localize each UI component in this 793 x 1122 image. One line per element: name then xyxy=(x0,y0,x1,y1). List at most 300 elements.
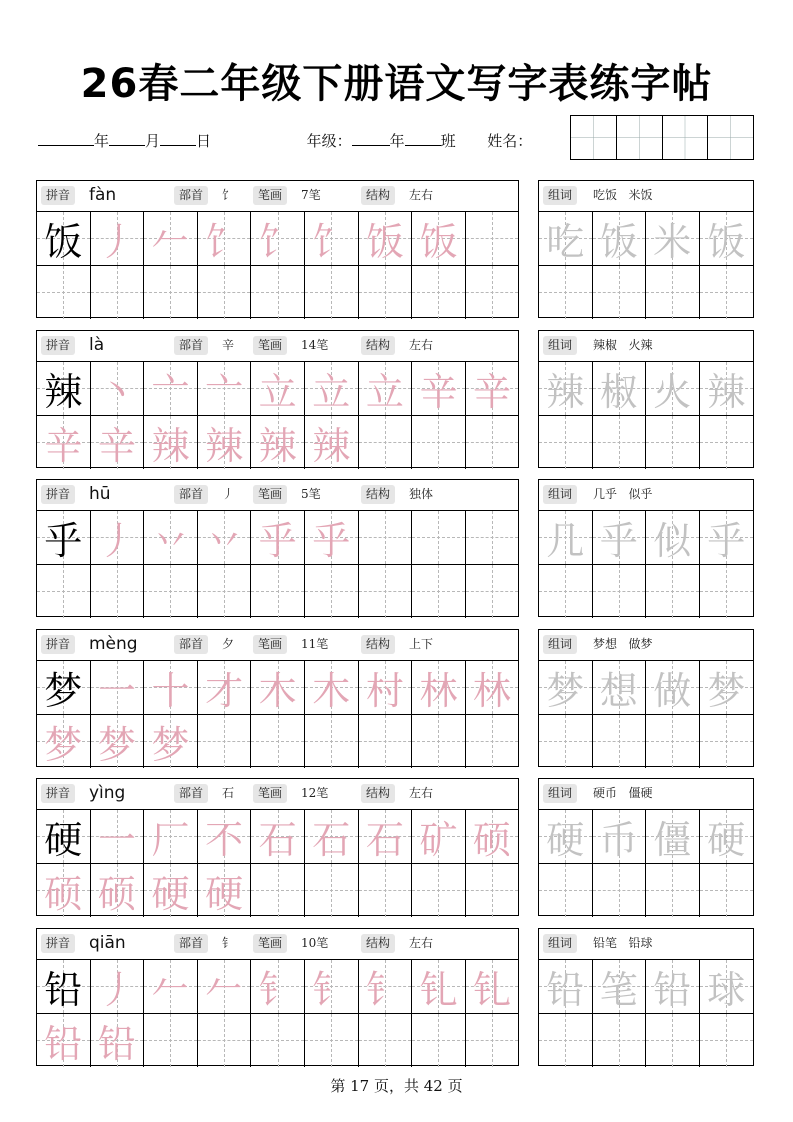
writing-cell[interactable] xyxy=(305,864,359,918)
writing-cell[interactable] xyxy=(305,266,359,320)
writing-cell[interactable] xyxy=(593,810,647,864)
pinyin-tag: 拼音 xyxy=(41,635,75,654)
writing-cell[interactable] xyxy=(466,1014,518,1068)
stroke-step-character xyxy=(251,212,304,265)
stroke-step-glyph: 一 xyxy=(97,668,136,713)
writing-cell[interactable] xyxy=(539,864,593,918)
trace-character: 僵 xyxy=(653,817,692,862)
pinyin-tag: 拼音 xyxy=(41,186,75,205)
writing-cell[interactable] xyxy=(91,511,145,565)
stroke-step-glyph: 辛 xyxy=(472,369,511,414)
writing-cell[interactable] xyxy=(412,212,466,266)
writing-cell[interactable] xyxy=(466,511,518,565)
stroke-step-glyph: 林 xyxy=(472,668,511,713)
stroke-step-character xyxy=(198,810,251,863)
writing-cell[interactable] xyxy=(359,810,413,864)
writing-cell[interactable] xyxy=(37,715,91,769)
stroke-step-glyph: 立 xyxy=(365,369,404,414)
writing-cell[interactable] xyxy=(305,960,359,1014)
writing-cell[interactable] xyxy=(251,661,305,715)
stroke-step-character xyxy=(91,960,144,1013)
character-info-header xyxy=(37,630,518,661)
writing-cell[interactable] xyxy=(359,416,413,470)
structure-value: 上下 xyxy=(409,637,434,651)
stroke-step-character xyxy=(91,810,144,863)
pinyin-value: qiān xyxy=(89,933,126,953)
writing-cell[interactable] xyxy=(700,960,754,1014)
strokes-tag: 笔画 xyxy=(253,635,287,654)
stroke-step-glyph: 饭 xyxy=(419,219,458,264)
writing-cell[interactable] xyxy=(37,864,91,918)
writing-cell[interactable] xyxy=(593,960,647,1014)
stroke-step-character xyxy=(144,661,197,714)
writing-cell[interactable] xyxy=(646,1014,700,1068)
stroke-step-glyph: 木 xyxy=(258,668,297,713)
writing-cell[interactable] xyxy=(646,511,700,565)
trace-character: 乎 xyxy=(599,518,638,563)
writing-cell[interactable] xyxy=(198,565,252,619)
writing-cell[interactable] xyxy=(539,416,593,470)
writing-cell[interactable] xyxy=(359,362,413,416)
radical-value: 饣 xyxy=(222,188,235,202)
character-info-header xyxy=(37,181,518,212)
writing-cell[interactable] xyxy=(305,810,359,864)
writing-cell[interactable] xyxy=(251,960,305,1014)
writing-cell[interactable] xyxy=(144,565,198,619)
stroke-step-character xyxy=(359,362,412,415)
stroke-step-character xyxy=(305,960,358,1013)
pinyin-value: fàn xyxy=(89,185,117,205)
stroke-step-character xyxy=(466,362,518,415)
writing-cell[interactable] xyxy=(144,864,198,918)
stroke-step-character xyxy=(91,1014,144,1068)
writing-cell[interactable] xyxy=(646,266,700,320)
writing-cell[interactable] xyxy=(144,362,198,416)
trace-character: 乎 xyxy=(707,518,746,563)
character-info-header xyxy=(37,331,518,362)
writing-cell[interactable] xyxy=(198,810,252,864)
stroke-step-character xyxy=(251,511,304,564)
month-blank[interactable] xyxy=(109,131,145,146)
writing-cell[interactable] xyxy=(412,511,466,565)
stroke-step-glyph: 饣 xyxy=(205,219,244,264)
writing-cell[interactable] xyxy=(37,362,91,416)
radical-tag: 部首 xyxy=(174,186,208,205)
stroke-step-character xyxy=(359,661,412,714)
stroke-step-character xyxy=(251,416,304,470)
writing-cell[interactable] xyxy=(412,810,466,864)
name-cell[interactable] xyxy=(707,116,753,159)
writing-cell[interactable] xyxy=(37,511,91,565)
class-blank[interactable] xyxy=(405,131,441,146)
stroke-step-glyph: 硬 xyxy=(151,871,190,916)
writing-cell[interactable] xyxy=(91,362,145,416)
strokes-value: 5笔 xyxy=(301,487,321,501)
writing-cell[interactable] xyxy=(539,565,593,619)
strokes-tag: 笔画 xyxy=(253,934,287,953)
stroke-step-character xyxy=(144,511,197,564)
writing-cell[interactable] xyxy=(251,1014,305,1068)
writing-cell[interactable] xyxy=(466,266,518,320)
writing-cell[interactable] xyxy=(37,1014,91,1068)
radical-tag: 部首 xyxy=(174,934,208,953)
stroke-step-character xyxy=(251,810,304,863)
trace-character: 球 xyxy=(707,967,746,1012)
writing-cell[interactable] xyxy=(251,565,305,619)
writing-cell[interactable] xyxy=(144,416,198,470)
writing-cell[interactable] xyxy=(412,416,466,470)
writing-cell[interactable] xyxy=(198,864,252,918)
trace-character: 铅 xyxy=(653,967,692,1012)
words-value: 几乎 似乎 xyxy=(593,487,653,501)
writing-cell[interactable] xyxy=(251,416,305,470)
structure-tag: 结构 xyxy=(361,934,395,953)
trace-character: 币 xyxy=(599,817,638,862)
writing-cell[interactable] xyxy=(700,212,754,266)
writing-cell[interactable] xyxy=(359,960,413,1014)
writing-cell[interactable] xyxy=(539,362,593,416)
writing-cell[interactable] xyxy=(539,810,593,864)
writing-cell[interactable] xyxy=(539,715,593,769)
stroke-step-character xyxy=(37,416,90,470)
writing-cell[interactable] xyxy=(646,810,700,864)
writing-cell[interactable] xyxy=(359,864,413,918)
writing-cell[interactable] xyxy=(412,266,466,320)
writing-cell[interactable] xyxy=(646,362,700,416)
stroke-step-character xyxy=(91,362,144,415)
writing-cell[interactable] xyxy=(37,960,91,1014)
writing-cell[interactable] xyxy=(593,416,647,470)
writing-cell[interactable] xyxy=(412,661,466,715)
writing-cell[interactable] xyxy=(700,864,754,918)
writing-cell[interactable] xyxy=(593,212,647,266)
pinyin-value: yìng xyxy=(89,783,126,803)
writing-cell[interactable] xyxy=(466,362,518,416)
writing-cell[interactable] xyxy=(593,661,647,715)
writing-cell[interactable] xyxy=(466,715,518,769)
writing-cell[interactable] xyxy=(198,715,252,769)
writing-cell[interactable] xyxy=(539,266,593,320)
writing-cell[interactable] xyxy=(91,266,145,320)
writing-cell[interactable] xyxy=(251,212,305,266)
writing-cell[interactable] xyxy=(700,416,754,470)
writing-cell[interactable] xyxy=(251,362,305,416)
character-info-header xyxy=(37,779,518,810)
stroke-step-glyph: 村 xyxy=(365,668,404,713)
writing-cell[interactable] xyxy=(466,416,518,470)
stroke-step-glyph: 矿 xyxy=(419,817,458,862)
stroke-step-glyph: 石 xyxy=(365,817,404,862)
stroke-step-glyph: 才 xyxy=(205,668,244,713)
writing-cell[interactable] xyxy=(700,661,754,715)
writing-cell[interactable] xyxy=(412,1014,466,1068)
stroke-step-character xyxy=(91,212,144,265)
pinyin-tag: 拼音 xyxy=(41,336,75,355)
pinyin-tag: 拼音 xyxy=(41,934,75,953)
writing-cell[interactable] xyxy=(144,960,198,1014)
model-character: 辣 xyxy=(44,369,83,414)
writing-cell[interactable] xyxy=(37,810,91,864)
writing-cell[interactable] xyxy=(359,266,413,320)
stroke-step-character xyxy=(466,661,518,714)
stroke-step-glyph: 一 xyxy=(97,817,136,862)
day-blank[interactable] xyxy=(160,131,196,146)
stroke-step-character xyxy=(144,960,197,1013)
writing-cell[interactable] xyxy=(412,960,466,1014)
writing-cell[interactable] xyxy=(466,661,518,715)
writing-cell[interactable] xyxy=(539,1014,593,1068)
writing-cell[interactable] xyxy=(466,565,518,619)
stroke-step-character xyxy=(305,416,358,470)
date-grade-row xyxy=(38,130,532,151)
radical-value: 钅 xyxy=(222,936,235,950)
writing-cell[interactable] xyxy=(412,362,466,416)
writing-cell[interactable] xyxy=(251,715,305,769)
pinyin-value: hū xyxy=(89,484,111,504)
writing-cell[interactable] xyxy=(198,1014,252,1068)
writing-cell[interactable] xyxy=(646,661,700,715)
name-cell[interactable] xyxy=(571,116,616,159)
strokes-value: 10笔 xyxy=(301,936,329,950)
writing-cell[interactable] xyxy=(646,715,700,769)
writing-cell[interactable] xyxy=(251,511,305,565)
stroke-step-character xyxy=(466,960,518,1013)
writing-cell[interactable] xyxy=(144,266,198,320)
character-info-header xyxy=(37,929,518,960)
stroke-step-character xyxy=(412,661,465,714)
writing-cell[interactable] xyxy=(359,1014,413,1068)
writing-cell[interactable] xyxy=(37,661,91,715)
trace-character: 想 xyxy=(599,668,638,713)
model-character: 铅 xyxy=(44,967,83,1012)
writing-cell[interactable] xyxy=(37,416,91,470)
writing-cell[interactable] xyxy=(305,565,359,619)
stroke-step-character xyxy=(144,810,197,863)
strokes-tag: 笔画 xyxy=(253,336,287,355)
name-label: 姓名： xyxy=(487,132,533,150)
grade-label: 年级： xyxy=(306,132,352,150)
writing-cell[interactable] xyxy=(305,212,359,266)
radical-value: 夕 xyxy=(222,637,235,651)
structure-value: 左右 xyxy=(409,936,434,950)
stroke-step-character xyxy=(412,362,465,415)
strokes-value: 14笔 xyxy=(301,338,329,352)
writing-cell[interactable] xyxy=(593,565,647,619)
writing-cell[interactable] xyxy=(91,661,145,715)
writing-cell[interactable] xyxy=(198,212,252,266)
writing-cell[interactable] xyxy=(359,511,413,565)
writing-cell[interactable] xyxy=(305,511,359,565)
stroke-step-glyph: 饣 xyxy=(312,219,351,264)
stroke-practice-panel xyxy=(36,180,519,318)
trace-character: 似 xyxy=(653,518,692,563)
writing-cell[interactable] xyxy=(539,511,593,565)
stroke-step-glyph: 辣 xyxy=(312,423,351,468)
writing-cell[interactable] xyxy=(144,661,198,715)
character-info-header xyxy=(37,480,518,511)
writing-cell[interactable] xyxy=(91,864,145,918)
trace-character: 硬 xyxy=(707,817,746,862)
writing-cell[interactable] xyxy=(144,1014,198,1068)
stroke-practice-panel xyxy=(36,479,519,617)
grade-year-label: 年 xyxy=(389,132,405,150)
writing-cell[interactable] xyxy=(646,212,700,266)
writing-cell[interactable] xyxy=(539,212,593,266)
writing-cell[interactable] xyxy=(251,810,305,864)
writing-cell[interactable] xyxy=(593,864,647,918)
writing-cell[interactable] xyxy=(466,212,518,266)
pinyin-tag: 拼音 xyxy=(41,784,75,803)
writing-cell[interactable] xyxy=(466,810,518,864)
writing-cell[interactable] xyxy=(198,511,252,565)
stroke-step-glyph: 硕 xyxy=(472,817,511,862)
page-footer: 第 17 页，共 42 页 xyxy=(330,1077,463,1095)
stroke-step-glyph: 钅 xyxy=(312,967,351,1012)
stroke-step-glyph: 乎 xyxy=(312,518,351,563)
grade-year-blank[interactable] xyxy=(352,131,390,146)
writing-cell[interactable] xyxy=(359,565,413,619)
writing-cell[interactable] xyxy=(37,212,91,266)
writing-cell[interactable] xyxy=(305,661,359,715)
stroke-step-glyph: 立 xyxy=(258,369,297,414)
writing-cell[interactable] xyxy=(305,362,359,416)
stroke-step-glyph: 钆 xyxy=(472,967,511,1012)
writing-cell[interactable] xyxy=(593,715,647,769)
writing-cell[interactable] xyxy=(359,212,413,266)
writing-cell[interactable] xyxy=(251,266,305,320)
stroke-step-glyph: 钅 xyxy=(258,967,297,1012)
word-practice-panel xyxy=(538,479,754,617)
stroke-step-glyph: 钅 xyxy=(365,967,404,1012)
writing-cell[interactable] xyxy=(593,362,647,416)
writing-cell[interactable] xyxy=(539,960,593,1014)
writing-cell[interactable] xyxy=(198,266,252,320)
writing-cell[interactable] xyxy=(305,416,359,470)
writing-cell[interactable] xyxy=(412,715,466,769)
writing-cell[interactable] xyxy=(700,810,754,864)
year-blank[interactable] xyxy=(38,131,94,146)
writing-cell[interactable] xyxy=(251,864,305,918)
writing-cell[interactable] xyxy=(466,960,518,1014)
trace-character: 梦 xyxy=(546,668,585,713)
writing-cell[interactable] xyxy=(539,661,593,715)
stroke-step-glyph: 辛 xyxy=(419,369,458,414)
writing-cell[interactable] xyxy=(144,212,198,266)
name-grid[interactable] xyxy=(570,115,754,160)
writing-cell[interactable] xyxy=(198,362,252,416)
stroke-step-glyph: 丿 xyxy=(97,518,136,563)
writing-cell[interactable] xyxy=(700,511,754,565)
stroke-step-glyph: 丿 xyxy=(97,219,136,264)
writing-cell[interactable] xyxy=(198,416,252,470)
model-character: 梦 xyxy=(44,668,83,713)
strokes-tag: 笔画 xyxy=(253,784,287,803)
writing-cell[interactable] xyxy=(37,266,91,320)
words-tag: 组词 xyxy=(543,485,577,504)
radical-value: 石 xyxy=(222,786,235,800)
stroke-step-glyph: 丷 xyxy=(205,518,244,563)
stroke-step-character xyxy=(198,511,251,564)
stroke-step-glyph: 铅 xyxy=(44,1021,83,1066)
stroke-step-glyph: 钆 xyxy=(419,967,458,1012)
writing-cell[interactable] xyxy=(700,565,754,619)
model-character: 乎 xyxy=(44,518,83,563)
writing-cell[interactable] xyxy=(144,810,198,864)
pinyin-tag: 拼音 xyxy=(41,485,75,504)
stroke-practice-panel xyxy=(36,928,519,1066)
writing-cell[interactable] xyxy=(359,715,413,769)
writing-cell[interactable] xyxy=(412,864,466,918)
writing-cell[interactable] xyxy=(646,960,700,1014)
stroke-step-character xyxy=(305,511,358,564)
stroke-step-glyph: 不 xyxy=(205,817,244,862)
word-header xyxy=(539,181,753,212)
stroke-step-glyph: 饭 xyxy=(365,219,404,264)
words-tag: 组词 xyxy=(543,784,577,803)
writing-cell[interactable] xyxy=(412,565,466,619)
stroke-step-glyph: 十 xyxy=(151,668,190,713)
name-cell[interactable] xyxy=(662,116,708,159)
stroke-step-glyph: 厂 xyxy=(151,817,190,862)
writing-cell[interactable] xyxy=(593,1014,647,1068)
stroke-step-glyph: 辛 xyxy=(44,423,83,468)
writing-cell[interactable] xyxy=(646,864,700,918)
writing-cell[interactable] xyxy=(91,416,145,470)
writing-cell[interactable] xyxy=(144,511,198,565)
stroke-step-glyph: 𠂉 xyxy=(205,967,244,1012)
word-practice-panel xyxy=(538,330,754,468)
strokes-value: 12笔 xyxy=(301,786,329,800)
stroke-step-glyph: 乎 xyxy=(258,518,297,563)
writing-cell[interactable] xyxy=(91,565,145,619)
stroke-step-character xyxy=(198,362,251,415)
writing-cell[interactable] xyxy=(91,960,145,1014)
stroke-step-glyph: 丶 xyxy=(97,369,136,414)
trace-character: 米 xyxy=(653,219,692,264)
stroke-step-character xyxy=(198,416,251,470)
writing-cell[interactable] xyxy=(305,1014,359,1068)
writing-cell[interactable] xyxy=(700,362,754,416)
class-label: 班 xyxy=(440,132,456,150)
writing-cell[interactable] xyxy=(700,715,754,769)
writing-cell[interactable] xyxy=(700,266,754,320)
writing-cell[interactable] xyxy=(37,565,91,619)
pinyin-value: là xyxy=(89,335,105,355)
writing-cell[interactable] xyxy=(91,810,145,864)
strokes-tag: 笔画 xyxy=(253,485,287,504)
stroke-step-character xyxy=(91,715,144,769)
writing-cell[interactable] xyxy=(593,511,647,565)
stroke-step-character xyxy=(37,864,90,918)
writing-cell[interactable] xyxy=(144,715,198,769)
writing-cell[interactable] xyxy=(466,864,518,918)
writing-cell[interactable] xyxy=(91,715,145,769)
writing-cell[interactable] xyxy=(305,715,359,769)
writing-cell[interactable] xyxy=(593,266,647,320)
writing-cell[interactable] xyxy=(198,960,252,1014)
writing-cell[interactable] xyxy=(91,1014,145,1068)
writing-cell[interactable] xyxy=(646,565,700,619)
writing-cell[interactable] xyxy=(198,661,252,715)
word-header xyxy=(539,480,753,511)
writing-cell[interactable] xyxy=(91,212,145,266)
writing-cell[interactable] xyxy=(359,661,413,715)
writing-cell[interactable] xyxy=(646,416,700,470)
stroke-step-character xyxy=(198,864,251,918)
stroke-step-character xyxy=(198,212,251,265)
writing-cell[interactable] xyxy=(700,1014,754,1068)
name-cell[interactable] xyxy=(616,116,662,159)
